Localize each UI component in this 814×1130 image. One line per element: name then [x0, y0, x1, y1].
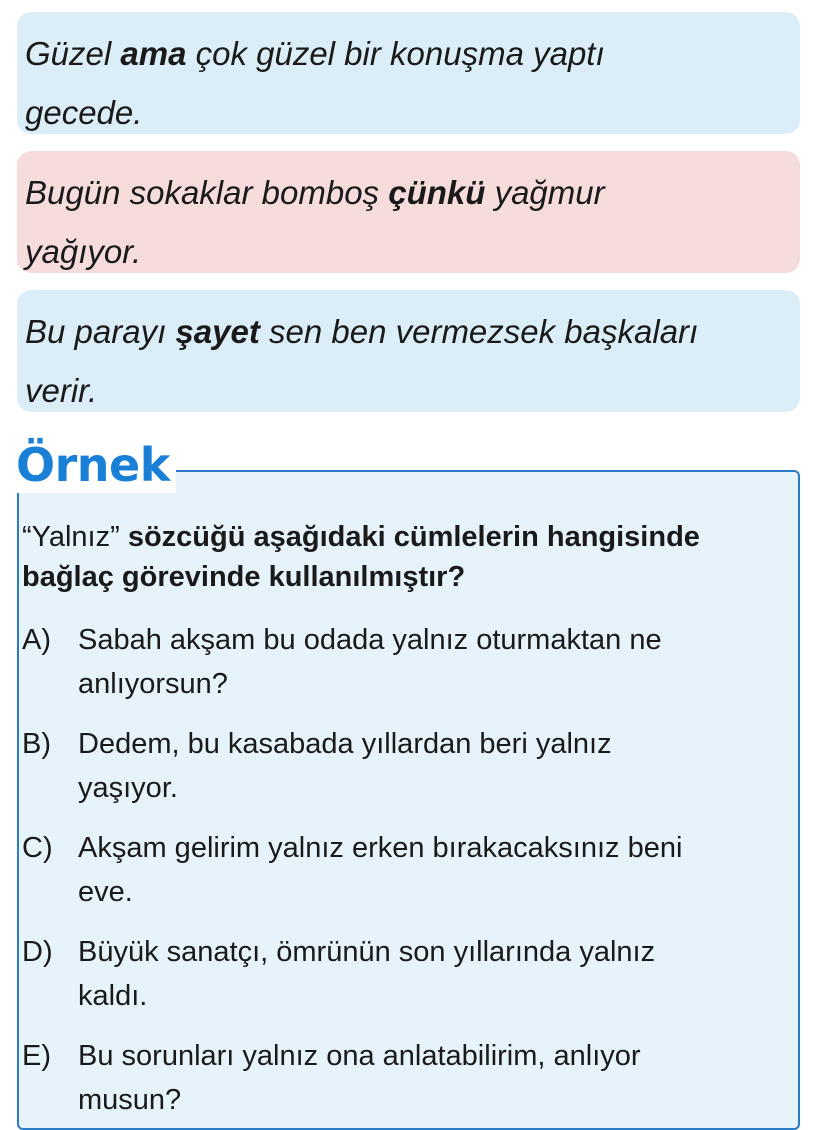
- option-line: Sabah akşam bu odada yalnız oturmaktan ne: [78, 624, 662, 656]
- option-line: musun?: [78, 1084, 182, 1116]
- sentence-line: [25, 302, 786, 361]
- sentence-text: yağmur: [485, 174, 605, 211]
- sentence-text: Güzel: [25, 35, 121, 72]
- option-letter: B): [22, 728, 51, 760]
- option-letter: D): [22, 936, 53, 968]
- option-letter: A): [22, 624, 51, 656]
- question-quoted-word: “Yalnız”: [22, 521, 120, 553]
- option-line: anlıyorsun?: [78, 668, 228, 700]
- option-line: Akşam gelirim yalnız erken bırakacaksınız beni: [78, 832, 683, 864]
- option-letter: E): [22, 1040, 51, 1072]
- option-text: [78, 826, 788, 914]
- option-line: yaşıyor.: [78, 772, 178, 804]
- sentence-text: Bu parayı: [25, 313, 176, 350]
- sentence-line: [25, 24, 786, 83]
- sentence-line: gecede.: [25, 94, 143, 131]
- option-line: Büyük sanatçı, ömrünün son yıllarında yalnız: [78, 936, 656, 968]
- sentence-text: Bugün sokaklar bomboş: [25, 174, 389, 211]
- conjunction-highlight: ama: [120, 35, 187, 72]
- option-letter: C): [22, 832, 53, 864]
- option-text: [78, 722, 788, 810]
- example-sentence-card-sayet: [17, 290, 800, 412]
- sentence-text: sen ben vermezsek başkaları: [259, 313, 699, 350]
- conjunction-highlight: şayet: [175, 313, 260, 350]
- option-line: Dedem, bu kasabada yıllardan beri yalnız: [78, 728, 612, 760]
- option-line: eve.: [78, 876, 133, 908]
- example-heading: Örnek: [12, 437, 176, 493]
- sentence-text: çok güzel bir konuşma yaptı: [186, 35, 605, 72]
- example-sentence-card-cunku: [17, 151, 800, 273]
- question-stem: [22, 517, 802, 597]
- question-line: [22, 557, 802, 597]
- sentence-line: verir.: [25, 372, 98, 409]
- example-sentence-card-ama: [17, 12, 800, 134]
- sentence-line: [25, 163, 786, 222]
- question-text: bağlaç görevinde kullanılmıştır?: [22, 561, 466, 593]
- option-text: [78, 930, 788, 1018]
- sentence-line: yağıyor.: [25, 233, 142, 270]
- question-text: sözcüğü aşağıdaki cümlelerin hangisinde: [119, 521, 700, 553]
- option-text: [78, 1034, 788, 1122]
- conjunction-highlight: çünkü: [388, 174, 486, 211]
- option-line: Bu sorunları yalnız ona anlatabilirim, anlıyor: [78, 1040, 641, 1072]
- question-line: [22, 517, 802, 557]
- option-line: kaldı.: [78, 980, 148, 1012]
- option-text: [78, 618, 788, 706]
